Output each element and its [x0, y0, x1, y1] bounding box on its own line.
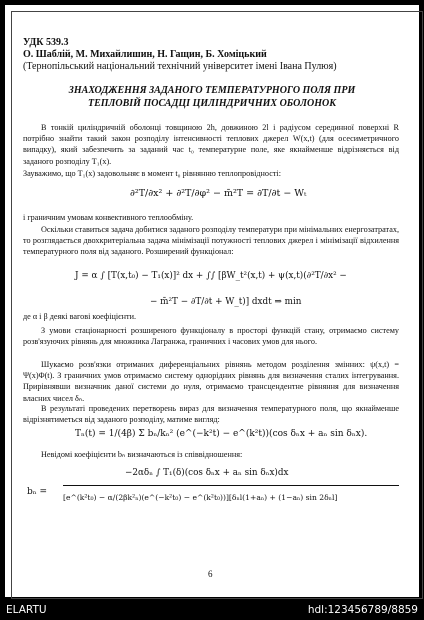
paper-page [5, 5, 419, 597]
paragraph-8: В результаті проведених перетворень вираз для визначення температурного поля, що якнайменше відрізнятиметься від заданого розподілу, матиме вигляд: [23, 404, 399, 425]
fraction-bar [63, 485, 399, 486]
paragraph-4: Оскільки ставиться задача добитися заданого розподілу температури при мінімальних енергозатратах, то розглядається двохкритеріальна задача мінімізації потужності теплових джерел і мінімізації відхилення температурного поля від заданого. Розширений функціонал: [23, 225, 399, 257]
paragraph-5: де α і β деякі вагові коефіцієнти. [23, 312, 137, 321]
handle-identifier: hdl:123456789/8859 [307, 604, 418, 616]
equation-functional-line1: J = α ∫ [T(x,t₀) − T₁(x)]² dx + ∫∫ [βW_t²(x,t) + ψ(x,t)(∂²T/∂x² − [75, 271, 347, 281]
paragraph-9: Невідомі коефіцієнти bₙ визначаються із співвідношення: [41, 450, 243, 459]
authors: О. Шаблій, М. Михайлишин, Н. Гащин, Б. Хоміцький [23, 49, 267, 60]
paragraph-6: З умови стаціонарності розширеного функціоналу в просторі функцій стану, отримаємо систему розв'язуючих рівнянь для множника Лагранжа, граничних і часових умов для нього. [23, 326, 399, 347]
equation-temperature: Tₙ(t) = 1/(4β) Σ bₙ/kₙ² (e^(−k²t) − e^(k²t))(cos δₙx + aₙ sin δₙx). [75, 429, 368, 439]
paragraph-7: Шукаємо розв'язки отриманих диференціальних рівнянь методом розділення змінних: ψ(x,t) = Ψ(x)Φ(t). З граничних умов отримаємо систему однорідних рівнянь для визначення сталих інтегрування. Прирівнявши визначник даної системи до нуля, отримаємо трансцендентне рівняння для визначення власних чисел δₙ. [23, 360, 399, 403]
paragraph-3: і граничним умовам конвективного теплообміну. [23, 213, 194, 222]
paragraph-1: В тонкій циліндричній оболонці товщиною 2h, довжиною 2l і радіусом серединної поверхні R потрібно знайти такий закон розподілу інтенсивності теплових джерел W(x,t) (для осесиметричного випадку), який забезпечить за заданий час t₀ температурне поле, яке якнайменше відрізняється від заданого розподілу T₁(x). [23, 123, 399, 166]
repository-label: ELARTU [6, 604, 47, 616]
equation-coeff-lhs: bₙ = [27, 487, 48, 497]
equation-coeff-denominator: [e^(k²t₀) − α/(2βk²ₙ)(e^(−k²t₀) − e^(k²t₀))][δₙl(1+aₙ) + (1−aₙ) sin 2δₙl] [63, 493, 338, 502]
paper-title-line1: ЗНАХОДЖЕННЯ ЗАДАНОГО ТЕМПЕРАТУРНОГО ПОЛЯ ПРИ [68, 85, 356, 96]
footer-bar [0, 602, 424, 620]
udc-code: УДК 539.3 [23, 37, 69, 48]
equation-heat: ∂²T/∂x² + ∂²T/∂φ² − m̄²T = ∂T/∂t − Wₜ [130, 188, 307, 199]
affiliation: (Тернопільський національний технічний університет імені Івана Пулюя) [23, 61, 337, 72]
page-number: 6 [208, 569, 213, 579]
paper-title-line2: ТЕПЛОВІЙ ПОСАДЦІ ЦИЛІНДРИЧНИХ ОБОЛОНОК [87, 98, 336, 109]
paragraph-2: Зауважимо, що T₁(x) задовольняє в момент t₀ рівнянню теплопровідності: [23, 169, 281, 178]
equation-coeff-numerator: −2αδₙ ∫ T₁(δ)(cos δₙx + aₙ sin δₙx)dx [125, 468, 289, 478]
equation-functional-line2: − m̄²T − ∂T/∂t + W_t)] dxdt ⇒ min [150, 297, 302, 307]
